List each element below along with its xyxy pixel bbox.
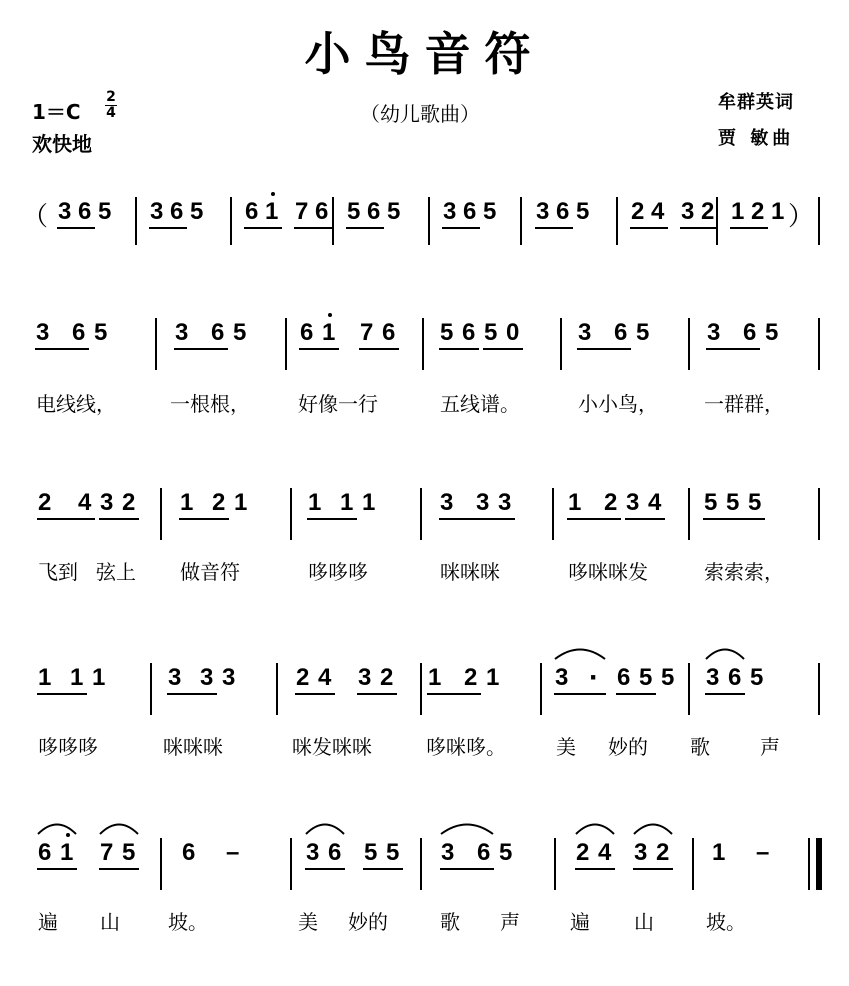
underline — [427, 693, 481, 695]
bar-line — [332, 197, 334, 245]
lyric-text: 五线谱。 — [440, 392, 520, 416]
note-digit: 1 — [428, 664, 442, 691]
note-digit: 5 — [636, 319, 650, 346]
underline — [363, 868, 403, 870]
note-digit: 1 — [322, 319, 336, 346]
underline — [295, 693, 335, 695]
bar-line — [285, 318, 287, 370]
lyric-text: 哆咪哆。 — [426, 735, 506, 759]
lyric-text: 哆咪咪发 — [568, 560, 648, 584]
dash-note: – — [756, 839, 770, 866]
note-digit: 2 — [212, 489, 226, 516]
underline — [359, 348, 399, 350]
underline — [680, 227, 718, 229]
underline — [37, 693, 87, 695]
note-digit: 6 — [300, 319, 314, 346]
note-digit: 6 — [367, 198, 381, 225]
lyric-text: 坡。 — [706, 910, 746, 934]
note-digit: 7 — [100, 839, 114, 866]
note-digit: 3 — [681, 198, 695, 225]
note-digit: 4 — [651, 198, 665, 225]
note-digit: 1 — [340, 489, 354, 516]
note-digit: 6 — [463, 198, 477, 225]
note-digit: 6 — [477, 839, 491, 866]
underline — [706, 348, 760, 350]
bar-line — [420, 663, 422, 715]
bar-line — [818, 318, 820, 370]
note-digit: 2 — [380, 664, 394, 691]
time-signature — [103, 90, 119, 121]
composer-credit: 贾 敏曲 — [718, 128, 795, 149]
note-digit: 3 — [175, 319, 189, 346]
note-digit: 3 — [168, 664, 182, 691]
bar-line — [616, 197, 618, 245]
slur — [306, 821, 344, 835]
bar-line — [420, 838, 422, 890]
note-digit: 6 — [328, 839, 342, 866]
underline — [37, 868, 77, 870]
lyric-text: 一根根， — [170, 392, 250, 416]
lyric-text: 好像一行 — [298, 392, 378, 416]
note-digit: 3 — [536, 198, 550, 225]
note-digit: 6 — [211, 319, 225, 346]
intro-open-paren: （ — [22, 202, 49, 232]
note-digit: 1 — [486, 664, 500, 691]
lyric-text: 美 — [556, 735, 576, 759]
note-digit: 2 — [604, 489, 618, 516]
underline — [357, 693, 397, 695]
note-digit: 6 — [462, 319, 476, 346]
note-digit: 4 — [648, 489, 662, 516]
lyric-text: 小小鸟， — [578, 392, 658, 416]
underline — [346, 227, 384, 229]
note-digit: 6 — [743, 319, 757, 346]
note-digit: 6 — [78, 198, 92, 225]
note-digit: 3 — [358, 664, 372, 691]
note-digit: 2 — [296, 664, 310, 691]
lyricist-credit: 牟群英词 — [718, 92, 794, 113]
underline — [167, 693, 217, 695]
slur — [555, 646, 605, 660]
note-digit: 3 — [498, 489, 512, 516]
note-digit: 6 — [170, 198, 184, 225]
note-digit: 6 — [245, 198, 259, 225]
underline — [57, 227, 95, 229]
note-digit: 3 — [626, 489, 640, 516]
note-digit: 5 — [122, 839, 136, 866]
note-digit: 3 — [222, 664, 236, 691]
note-digit: 5 — [233, 319, 247, 346]
note-digit: 5 — [765, 319, 779, 346]
bar-line — [160, 838, 162, 890]
underline — [294, 227, 332, 229]
note-digit: 5 — [364, 839, 378, 866]
note-digit: 6 — [38, 839, 52, 866]
lyric-text: 声 — [500, 910, 520, 934]
note-digit: 5 — [483, 198, 497, 225]
lyric-text: 歌 — [440, 910, 460, 934]
underline — [730, 227, 768, 229]
bar-line — [290, 488, 292, 540]
note-digit: 5 — [576, 198, 590, 225]
lyric-text: 做音符 — [180, 560, 240, 584]
underline — [633, 868, 673, 870]
note-digit: 3 — [150, 198, 164, 225]
lyric-text: 咪咪咪 — [163, 735, 223, 759]
note-digit: 6 — [315, 198, 329, 225]
lyric-text: 美 — [298, 910, 318, 934]
note-digit: 3 — [707, 319, 721, 346]
time-signature-top: 2 — [106, 89, 116, 105]
note-digit: 1 — [771, 198, 785, 225]
lyric-text: 索索索， — [704, 560, 784, 584]
intro-close-paren: ） — [788, 202, 815, 232]
note-digit: 5 — [748, 489, 762, 516]
note-digit: 4 — [78, 489, 92, 516]
note-digit: 6 — [617, 664, 631, 691]
tempo-marking: 欢快地 — [32, 132, 92, 156]
song-subtitle: （幼儿歌曲） — [360, 102, 480, 126]
bar-line — [160, 488, 162, 540]
underline — [99, 518, 139, 520]
note-digit: 6 — [72, 319, 86, 346]
lyric-text: 一群群， — [704, 392, 784, 416]
note-digit: 7 — [360, 319, 374, 346]
note-digit: 5 — [639, 664, 653, 691]
note-digit: 3 — [706, 664, 720, 691]
note-digit: 1 — [70, 664, 84, 691]
note-digit: 5 — [347, 198, 361, 225]
lyric-text: 咪发咪咪 — [292, 735, 372, 759]
note-digit: 3 — [306, 839, 320, 866]
note-digit: 6 — [182, 839, 196, 866]
underline — [439, 348, 479, 350]
lyric-text: 电线线， — [36, 392, 116, 416]
note-digit: 1 — [234, 489, 248, 516]
note-digit: 1 — [265, 198, 279, 225]
note-digit: 3 — [555, 664, 569, 691]
lyric-text: 遍 — [570, 910, 590, 934]
underline — [305, 868, 345, 870]
dot-note: · — [589, 661, 599, 694]
octave-dot — [328, 313, 332, 317]
note-digit: 2 — [701, 198, 715, 225]
note-digit: 3 — [58, 198, 72, 225]
note-digit: 6 — [382, 319, 396, 346]
note-digit: 3 — [36, 319, 50, 346]
note-digit: 4 — [318, 664, 332, 691]
bar-line — [428, 197, 430, 245]
note-digit: 2 — [576, 839, 590, 866]
note-digit: 3 — [634, 839, 648, 866]
bar-line — [688, 663, 690, 715]
lyric-text: 歌 — [690, 735, 710, 759]
underline — [577, 348, 631, 350]
note-digit: 1 — [362, 489, 376, 516]
note-digit: 6 — [614, 319, 628, 346]
note-digit: 1 — [568, 489, 582, 516]
note-digit: 1 — [60, 839, 74, 866]
note-digit: 5 — [98, 198, 112, 225]
underline — [244, 227, 282, 229]
bar-line — [554, 838, 556, 890]
note-digit: 2 — [122, 489, 136, 516]
underline — [575, 868, 615, 870]
bar-line — [155, 318, 157, 370]
note-digit: 2 — [751, 198, 765, 225]
underline — [442, 227, 480, 229]
note-digit: 1 — [92, 664, 106, 691]
underline — [705, 693, 745, 695]
note-digit: 3 — [440, 489, 454, 516]
bar-line — [540, 663, 542, 715]
bar-line — [552, 488, 554, 540]
slur — [706, 646, 744, 660]
note-digit: 3 — [476, 489, 490, 516]
underline — [37, 518, 95, 520]
underline — [630, 227, 668, 229]
lyric-text: 飞到 — [38, 560, 78, 584]
bar-line — [230, 197, 232, 245]
note-digit: 5 — [499, 839, 513, 866]
note-digit: 0 — [506, 319, 520, 346]
underline — [174, 348, 228, 350]
note-digit: 1 — [712, 839, 726, 866]
bar-line — [818, 663, 820, 715]
note-digit: 5 — [386, 839, 400, 866]
lyric-text: 声 — [760, 735, 780, 759]
note-digit: 2 — [464, 664, 478, 691]
note-digit: 5 — [387, 198, 401, 225]
underline — [149, 227, 187, 229]
lyric-text: 妙的 — [608, 735, 648, 759]
note-digit: 5 — [726, 489, 740, 516]
underline — [616, 693, 656, 695]
bar-line — [716, 197, 718, 245]
note-digit: 5 — [661, 664, 675, 691]
lyric-text: 坡。 — [168, 910, 208, 934]
note-digit: 3 — [578, 319, 592, 346]
lyric-text: 遍 — [38, 910, 58, 934]
underline — [35, 348, 89, 350]
note-digit: 1 — [731, 198, 745, 225]
note-digit: 6 — [556, 198, 570, 225]
note-digit: 2 — [656, 839, 670, 866]
note-digit: 5 — [484, 319, 498, 346]
note-digit: 5 — [750, 664, 764, 691]
note-digit: 7 — [295, 198, 309, 225]
bar-line — [818, 488, 820, 540]
underline — [439, 518, 515, 520]
note-digit: 5 — [94, 319, 108, 346]
underline — [299, 348, 339, 350]
octave-dot — [271, 192, 275, 196]
slur — [441, 821, 493, 835]
underline — [703, 518, 743, 520]
slur — [100, 821, 138, 835]
note-digit: 3 — [443, 198, 457, 225]
song-title: 小鸟音符 — [304, 27, 545, 81]
note-digit: 3 — [200, 664, 214, 691]
bar-line — [420, 488, 422, 540]
bar-line — [688, 318, 690, 370]
underline — [625, 518, 665, 520]
underline — [440, 868, 494, 870]
note-digit: 3 — [100, 489, 114, 516]
note-digit: 2 — [631, 198, 645, 225]
note-digit: 5 — [704, 489, 718, 516]
lyric-text: 山 — [100, 910, 120, 934]
underline — [483, 348, 523, 350]
note-digit: 5 — [440, 319, 454, 346]
note-digit: 3 — [441, 839, 455, 866]
time-signature-bottom: 4 — [106, 105, 116, 121]
final-bar-line — [816, 838, 822, 890]
note-digit: 5 — [190, 198, 204, 225]
lyric-text: 山 — [634, 910, 654, 934]
lyric-text: 妙的 — [348, 910, 388, 934]
bar-line — [808, 838, 810, 890]
bar-line — [150, 663, 152, 715]
bar-line — [818, 197, 820, 245]
bar-line — [688, 488, 690, 540]
lyric-text: 弦上 — [96, 560, 136, 584]
bar-line — [520, 197, 522, 245]
slur — [634, 821, 672, 835]
bar-line — [276, 663, 278, 715]
lyric-text: 咪咪咪 — [440, 560, 500, 584]
dash-note: – — [226, 839, 240, 866]
bar-line — [560, 318, 562, 370]
underline — [307, 518, 357, 520]
note-digit: 4 — [598, 839, 612, 866]
underline — [179, 518, 229, 520]
slur — [576, 821, 614, 835]
lyric-text: 哆哆哆 — [38, 735, 98, 759]
note-digit: 1 — [308, 489, 322, 516]
bar-line — [422, 318, 424, 370]
underline — [567, 518, 621, 520]
bar-line — [135, 197, 137, 245]
underline — [99, 868, 139, 870]
key-signature: 1＝C — [32, 100, 81, 124]
underline — [554, 693, 606, 695]
note-digit: 1 — [180, 489, 194, 516]
note-digit: 6 — [728, 664, 742, 691]
bar-line — [692, 838, 694, 890]
slur — [38, 821, 76, 835]
note-digit: 1 — [38, 664, 52, 691]
lyric-text: 哆哆哆 — [308, 560, 368, 584]
underline — [535, 227, 573, 229]
bar-line — [290, 838, 292, 890]
note-digit: 2 — [38, 489, 52, 516]
